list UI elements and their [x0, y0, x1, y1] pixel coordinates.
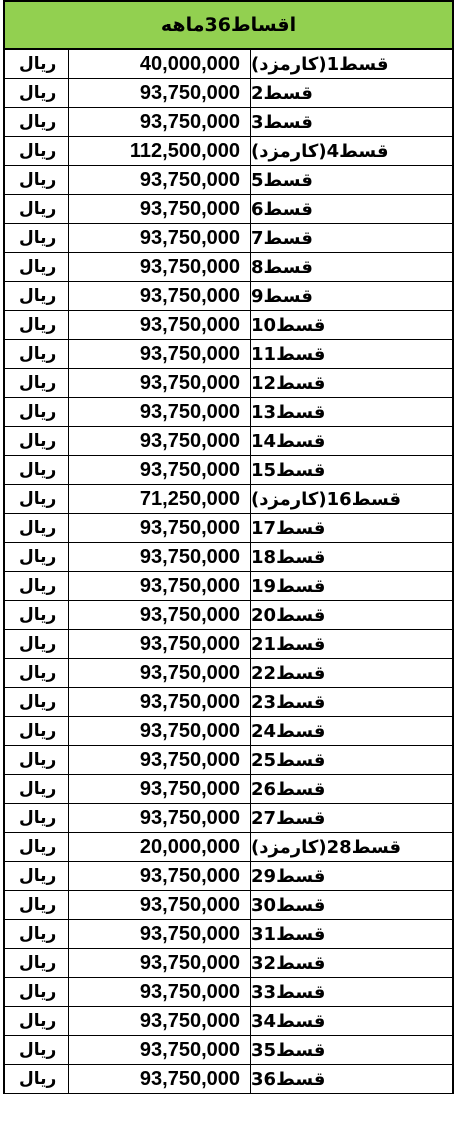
table-row: [5, 427, 452, 456]
installment-label: قسط7: [251, 227, 313, 249]
installment-label-cell: [251, 253, 452, 281]
amount-cell: 93,750,000: [69, 891, 251, 919]
installment-label: قسط10: [251, 314, 326, 336]
currency-cell: ریال: [5, 195, 69, 223]
installment-label: قسط6: [251, 198, 313, 220]
installment-label: قسط14: [251, 430, 326, 452]
table-row: [5, 833, 452, 862]
amount-cell: 93,750,000: [69, 398, 251, 426]
installment-label: قسط8: [251, 256, 313, 278]
table-row: [5, 137, 452, 166]
currency-cell: ریال: [5, 1036, 69, 1064]
installment-label-cell: [251, 195, 452, 223]
installment-label-cell: [251, 1065, 452, 1093]
table-row: [5, 311, 452, 340]
installment-label-cell: [251, 427, 452, 455]
amount-cell: 93,750,000: [69, 659, 251, 687]
currency-cell: ریال: [5, 224, 69, 252]
table-row: [5, 108, 452, 137]
currency-cell: ریال: [5, 427, 69, 455]
table-row: [5, 1065, 452, 1094]
currency-cell: ریال: [5, 775, 69, 803]
installment-label-cell: [251, 572, 452, 600]
installment-label-cell: [251, 137, 452, 165]
installment-label: قسط4(کارمزد): [251, 140, 389, 162]
installment-label-cell: [251, 456, 452, 484]
table-row: [5, 166, 452, 195]
installment-label-cell: [251, 920, 452, 948]
installment-label: قسط35: [251, 1039, 326, 1061]
installment-label-cell: [251, 543, 452, 571]
installment-label-cell: [251, 775, 452, 803]
installment-label-cell: [251, 50, 452, 78]
installment-label-cell: [251, 1007, 452, 1035]
installment-label: قسط9: [251, 285, 313, 307]
amount-cell: 93,750,000: [69, 920, 251, 948]
currency-cell: ریال: [5, 50, 69, 78]
table-row: [5, 862, 452, 891]
installment-label: قسط21: [251, 633, 326, 655]
amount-cell: 40,000,000: [69, 50, 251, 78]
installment-label-cell: [251, 891, 452, 919]
installment-label: قسط12: [251, 372, 326, 394]
installment-label-cell: [251, 1036, 452, 1064]
amount-cell: 93,750,000: [69, 282, 251, 310]
installment-label: قسط20: [251, 604, 326, 626]
amount-cell: 93,750,000: [69, 775, 251, 803]
installment-label: قسط32: [251, 952, 326, 974]
installment-label: قسط15: [251, 459, 326, 481]
amount-cell: 93,750,000: [69, 166, 251, 194]
installment-label-cell: [251, 340, 452, 368]
installment-label-cell: [251, 166, 452, 194]
installment-label: قسط30: [251, 894, 326, 916]
installment-label-cell: [251, 369, 452, 397]
amount-cell: 93,750,000: [69, 543, 251, 571]
amount-cell: 93,750,000: [69, 195, 251, 223]
currency-cell: ریال: [5, 398, 69, 426]
installment-label-cell: [251, 949, 452, 977]
installment-label: قسط2: [251, 82, 313, 104]
installment-label: قسط27: [251, 807, 326, 829]
currency-cell: ریال: [5, 485, 69, 513]
currency-cell: ریال: [5, 572, 69, 600]
installment-table: [3, 0, 454, 1094]
currency-cell: ریال: [5, 79, 69, 107]
table-row: [5, 195, 452, 224]
installment-label: قسط29: [251, 865, 326, 887]
amount-cell: 93,750,000: [69, 456, 251, 484]
installment-label-cell: [251, 79, 452, 107]
amount-cell: 93,750,000: [69, 79, 251, 107]
currency-cell: ریال: [5, 108, 69, 136]
installment-label: قسط1(کارمزد): [251, 53, 389, 75]
table-row: [5, 572, 452, 601]
table-row: [5, 485, 452, 514]
currency-cell: ریال: [5, 833, 69, 861]
amount-cell: 93,750,000: [69, 311, 251, 339]
amount-cell: 93,750,000: [69, 1007, 251, 1035]
table-row: [5, 514, 452, 543]
amount-cell: 71,250,000: [69, 485, 251, 513]
table-row: [5, 50, 452, 79]
table-title: اقساط36ماهه: [5, 0, 452, 50]
currency-cell: ریال: [5, 369, 69, 397]
amount-cell: 93,750,000: [69, 1065, 251, 1093]
currency-cell: ریال: [5, 891, 69, 919]
installment-label: قسط24: [251, 720, 326, 742]
currency-cell: ریال: [5, 630, 69, 658]
amount-cell: 93,750,000: [69, 572, 251, 600]
table-row: [5, 253, 452, 282]
currency-cell: ریال: [5, 514, 69, 542]
table-row: [5, 1036, 452, 1065]
installment-label: قسط34: [251, 1010, 326, 1032]
table-row: [5, 456, 452, 485]
amount-cell: 93,750,000: [69, 630, 251, 658]
installment-label: قسط13: [251, 401, 326, 423]
table-row: [5, 630, 452, 659]
installment-label: قسط36: [251, 1068, 326, 1090]
amount-cell: 93,750,000: [69, 804, 251, 832]
currency-cell: ریال: [5, 1065, 69, 1093]
amount-cell: 93,750,000: [69, 369, 251, 397]
currency-cell: ریال: [5, 340, 69, 368]
amount-cell: 93,750,000: [69, 978, 251, 1006]
amount-cell: 93,750,000: [69, 717, 251, 745]
currency-cell: ریال: [5, 746, 69, 774]
currency-cell: ریال: [5, 949, 69, 977]
currency-cell: ریال: [5, 978, 69, 1006]
amount-cell: 93,750,000: [69, 1036, 251, 1064]
amount-cell: 93,750,000: [69, 601, 251, 629]
installment-label-cell: [251, 282, 452, 310]
table-body: [5, 50, 452, 1094]
amount-cell: 93,750,000: [69, 688, 251, 716]
installment-label: قسط31: [251, 923, 326, 945]
installment-label-cell: [251, 746, 452, 774]
installment-label-cell: [251, 398, 452, 426]
amount-cell: 93,750,000: [69, 224, 251, 252]
table-row: [5, 804, 452, 833]
amount-cell: 93,750,000: [69, 949, 251, 977]
currency-cell: ریال: [5, 688, 69, 716]
installment-label-cell: [251, 978, 452, 1006]
installment-label-cell: [251, 688, 452, 716]
currency-cell: ریال: [5, 717, 69, 745]
table-row: [5, 282, 452, 311]
currency-cell: ریال: [5, 456, 69, 484]
installment-label: قسط19: [251, 575, 326, 597]
installment-label: قسط3: [251, 111, 313, 133]
currency-cell: ریال: [5, 543, 69, 571]
amount-cell: 93,750,000: [69, 340, 251, 368]
amount-cell: 93,750,000: [69, 862, 251, 890]
table-row: [5, 659, 452, 688]
table-row: [5, 79, 452, 108]
installment-label-cell: [251, 108, 452, 136]
table-row: [5, 891, 452, 920]
currency-cell: ریال: [5, 601, 69, 629]
table-row: [5, 949, 452, 978]
installment-label-cell: [251, 485, 452, 513]
currency-cell: ریال: [5, 137, 69, 165]
amount-cell: 93,750,000: [69, 514, 251, 542]
installment-label: قسط17: [251, 517, 326, 539]
currency-cell: ریال: [5, 804, 69, 832]
installment-label-cell: [251, 630, 452, 658]
installment-label-cell: [251, 833, 452, 861]
installment-label: قسط28(کارمزد): [251, 836, 402, 858]
table-row: [5, 369, 452, 398]
table-row: [5, 543, 452, 572]
table-row: [5, 978, 452, 1007]
installment-label-cell: [251, 659, 452, 687]
currency-cell: ریال: [5, 862, 69, 890]
installment-label-cell: [251, 804, 452, 832]
installment-label: قسط25: [251, 749, 326, 771]
installment-label-cell: [251, 311, 452, 339]
currency-cell: ریال: [5, 253, 69, 281]
currency-cell: ریال: [5, 282, 69, 310]
table-row: [5, 920, 452, 949]
installment-label: قسط16(کارمزد): [251, 488, 402, 510]
amount-cell: 20,000,000: [69, 833, 251, 861]
amount-cell: 93,750,000: [69, 108, 251, 136]
currency-cell: ریال: [5, 1007, 69, 1035]
installment-label: قسط33: [251, 981, 326, 1003]
installment-label: قسط18: [251, 546, 326, 568]
currency-cell: ریال: [5, 920, 69, 948]
installment-label-cell: [251, 514, 452, 542]
amount-cell: 93,750,000: [69, 746, 251, 774]
installment-label: قسط26: [251, 778, 326, 800]
installment-label-cell: [251, 601, 452, 629]
table-row: [5, 775, 452, 804]
table-row: [5, 746, 452, 775]
table-row: [5, 224, 452, 253]
currency-cell: ریال: [5, 166, 69, 194]
installment-label-cell: [251, 224, 452, 252]
installment-label: قسط11: [251, 343, 326, 365]
table-row: [5, 340, 452, 369]
table-row: [5, 601, 452, 630]
table-row: [5, 1007, 452, 1036]
amount-cell: 112,500,000: [69, 137, 251, 165]
amount-cell: 93,750,000: [69, 253, 251, 281]
installment-label: قسط22: [251, 662, 326, 684]
currency-cell: ریال: [5, 659, 69, 687]
table-row: [5, 688, 452, 717]
currency-cell: ریال: [5, 311, 69, 339]
installment-label: قسط5: [251, 169, 313, 191]
amount-cell: 93,750,000: [69, 427, 251, 455]
table-row: [5, 398, 452, 427]
installment-label-cell: [251, 717, 452, 745]
installment-label-cell: [251, 862, 452, 890]
table-row: [5, 717, 452, 746]
installment-label: قسط23: [251, 691, 326, 713]
